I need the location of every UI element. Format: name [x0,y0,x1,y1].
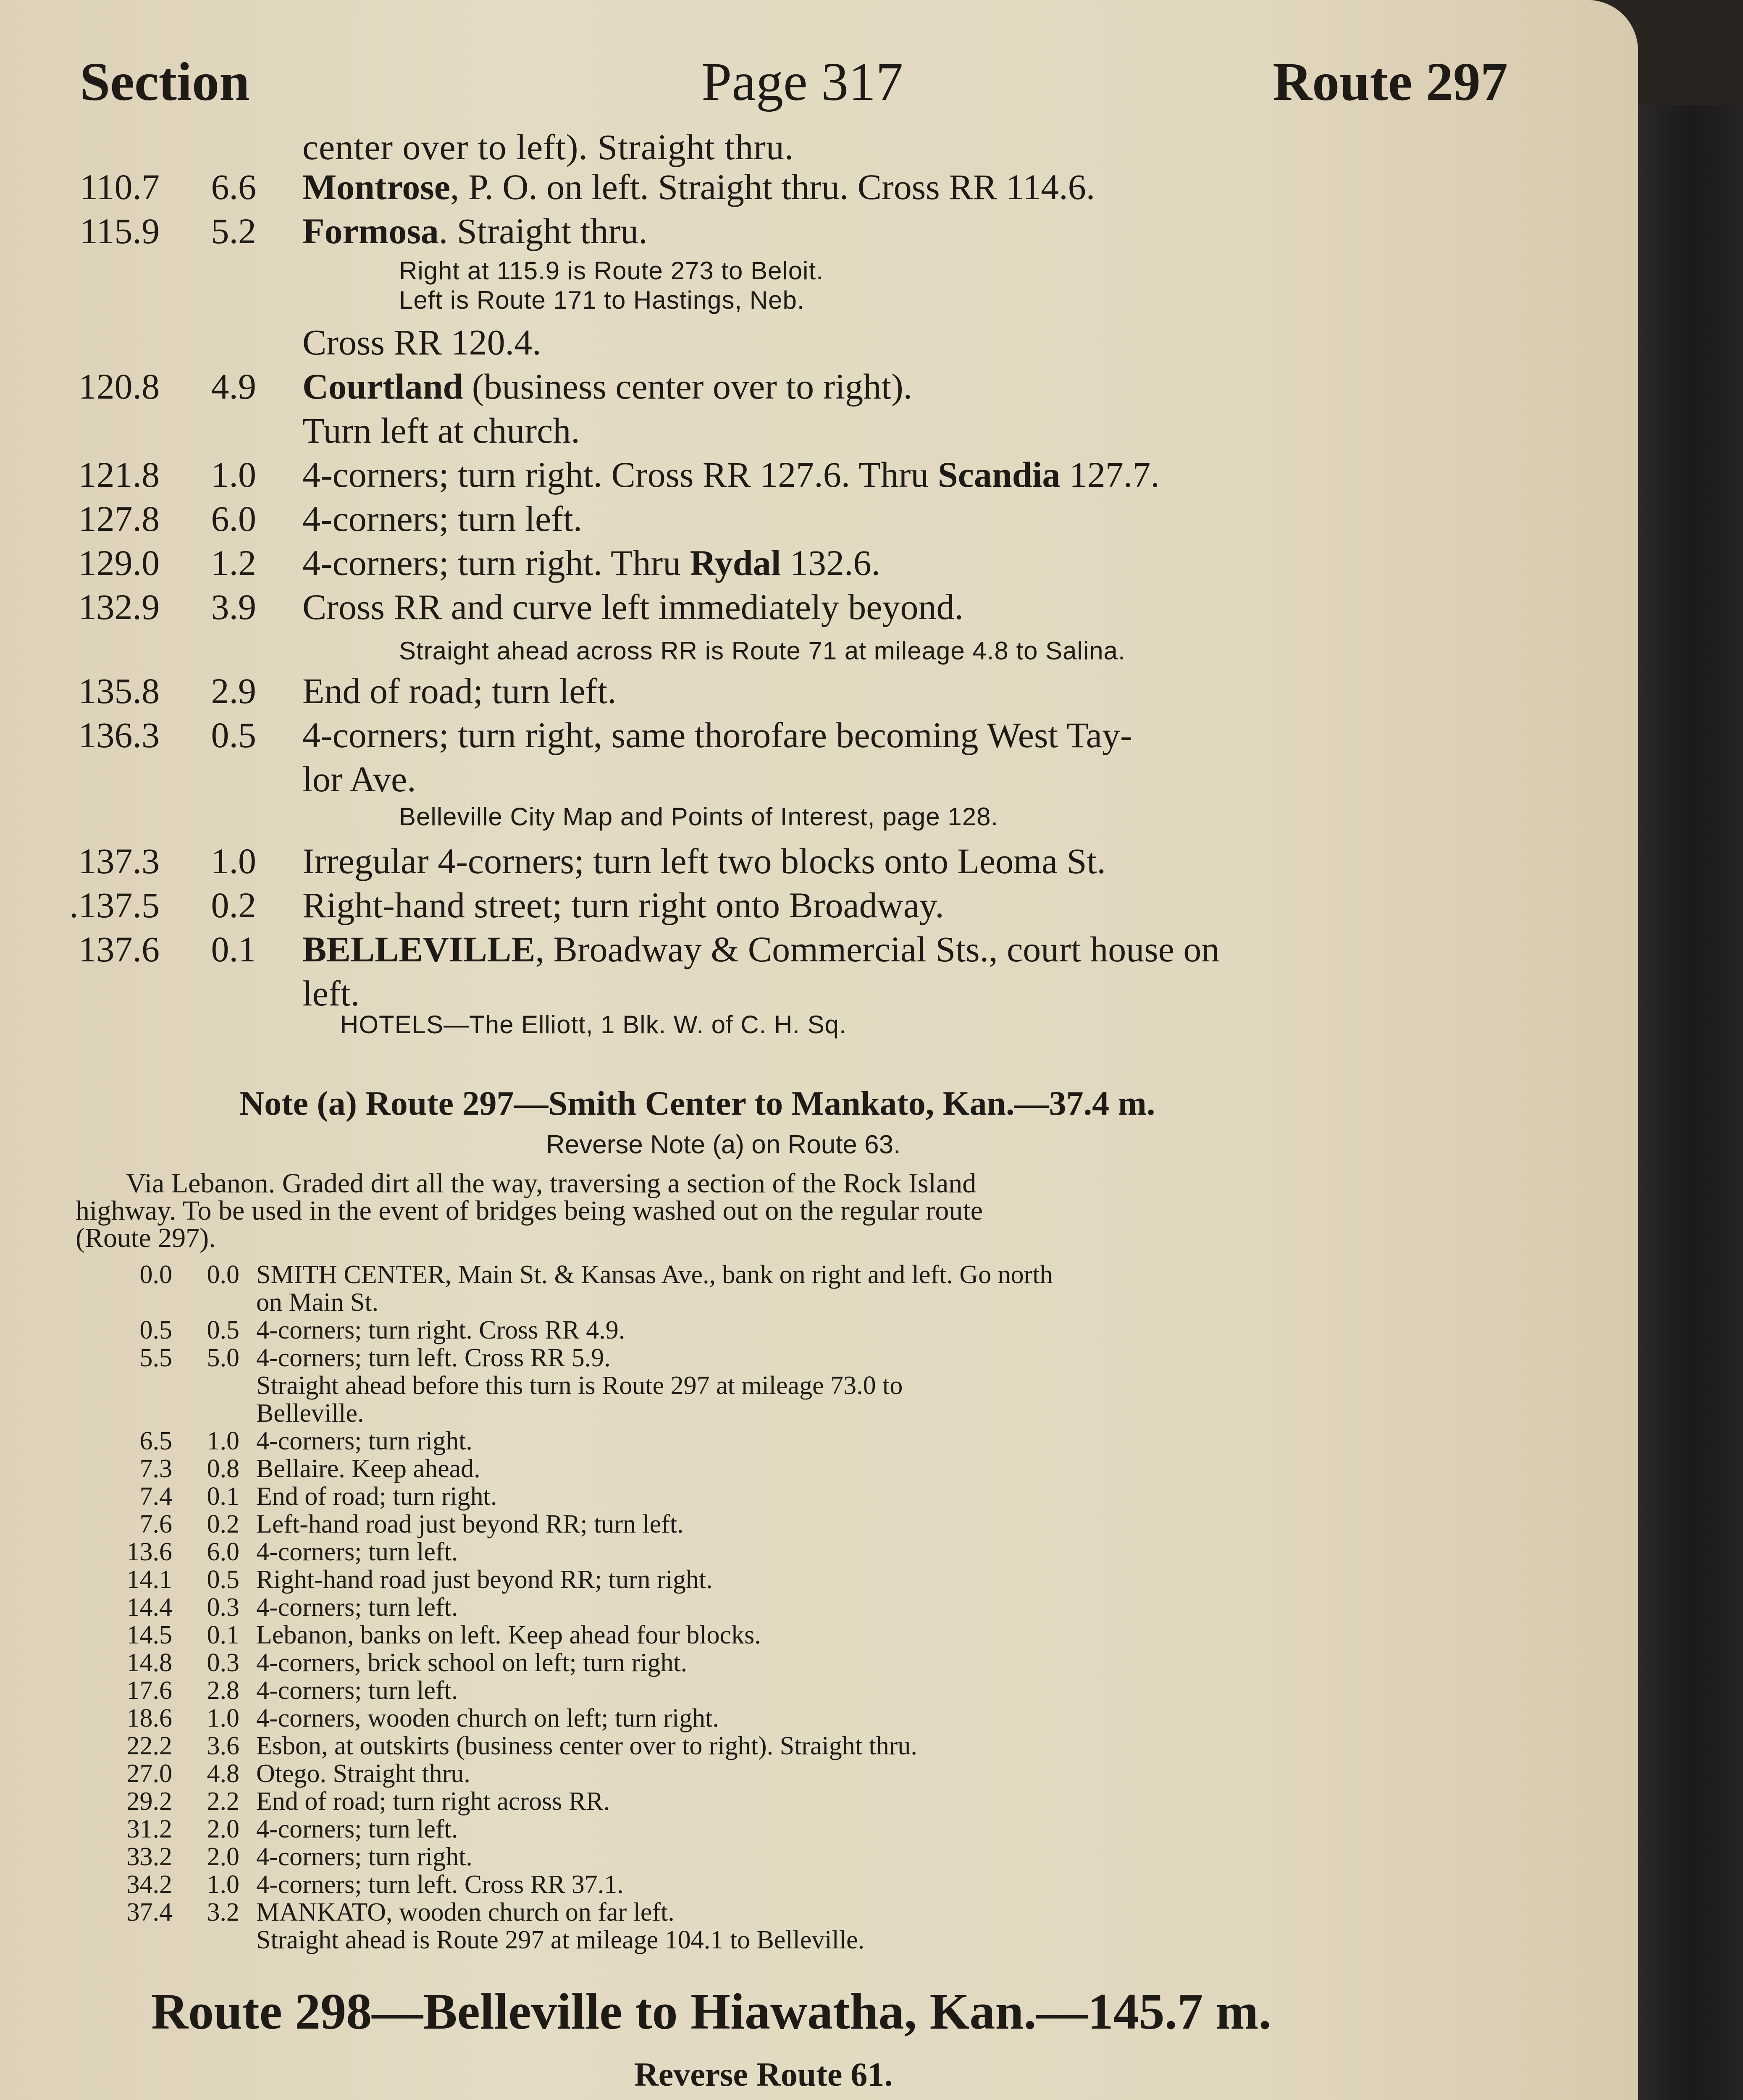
segment-distance: 0.5 [207,1565,239,1594]
note-direction: MANKATO, wooden church on far left. [256,1898,675,1927]
hotels-note: HOTELS—The Elliott, 1 Blk. W. of C. H. Sq. [340,1011,847,1039]
note-direction: Bellaire. Keep ahead. [256,1454,480,1483]
total-mileage: 33.2 [126,1843,172,1871]
note-direction: 4-corners; turn left. [256,1676,458,1705]
route-row [63,498,1554,540]
segment-distance: 0.1 [211,929,256,969]
route-direction: 4-corners; turn right, same thorofare becoming West Tay- [302,715,1132,755]
total-mileage: 121.8 [78,454,160,495]
segment-distance: 0.1 [207,1621,239,1649]
total-mileage: 14.8 [126,1648,172,1677]
route-direction: Formosa. Straight thru. [302,211,648,251]
total-mileage: 22.2 [126,1732,172,1760]
route-direction: Right-hand street; turn right onto Broadway. [302,885,944,925]
total-mileage: 132.9 [78,587,160,627]
total-mileage: 7.6 [139,1510,172,1538]
segment-distance: 1.0 [207,1870,239,1899]
note-city-map: Belleville City Map and Points of Interest, page 128. [399,803,999,831]
note-direction: Left-hand road just beyond RR; turn left. [256,1510,684,1538]
total-mileage: 17.6 [126,1676,172,1705]
segment-distance: 3.6 [207,1732,239,1760]
total-mileage: 0.5 [139,1316,172,1344]
route-direction: Cross RR 120.4. [302,322,541,362]
segment-distance: 0.2 [207,1510,239,1538]
segment-distance: 0.3 [207,1648,239,1677]
book-spine [1638,105,1743,2100]
note-direction: Straight ahead is Route 297 at mileage 104.1 to Belleville. [256,1926,865,1954]
total-mileage: 31.2 [126,1815,172,1843]
total-mileage: 13.6 [126,1538,172,1566]
total-mileage: 14.5 [126,1621,172,1649]
segment-distance: 0.0 [207,1260,239,1289]
route-row [63,454,1554,496]
segment-distance: 2.0 [207,1843,239,1871]
note-direction: Esbon, at outskirts (business center over to right). Straight thru. [256,1732,917,1760]
note-hastings: Left is Route 171 to Hastings, Neb. [399,286,805,314]
segment-distance: 4.9 [211,366,256,407]
segment-distance: 1.0 [211,841,256,881]
total-mileage: 120.8 [78,366,160,407]
route-row [63,928,1554,970]
route-row [63,972,1554,1014]
note-direction: 4-corners, brick school on left; turn right. [256,1648,688,1677]
note-direction: 4-corners; turn left. Cross RR 5.9. [256,1344,611,1372]
route-direction: Courtland (business center over to right). [302,366,913,407]
segment-distance: 3.2 [207,1898,239,1927]
total-mileage: 18.6 [126,1704,172,1732]
segment-distance: 2.0 [207,1815,239,1843]
note-direction: Belleville. [256,1399,364,1428]
route-row [63,166,1554,208]
segment-distance: 5.0 [207,1344,239,1372]
total-mileage: 5.5 [139,1344,172,1372]
segment-distance: 0.5 [211,715,256,755]
note-direction: 4-corners; turn right. Cross RR 4.9. [256,1316,625,1344]
total-mileage: 0.0 [139,1260,172,1289]
route-direction: Montrose, P. O. on left. Straight thru. Cross RR 114.6. [302,167,1095,207]
segment-distance: 0.2 [211,885,256,925]
note-salina: Straight ahead across RR is Route 71 at mileage 4.8 to Salina. [399,637,1126,665]
total-mileage: 127.8 [78,499,160,539]
route-direction: Turn left at church. [302,410,580,451]
note-direction: 4-corners; turn left. Cross RR 37.1. [256,1870,624,1899]
route-direction: 4-corners; turn right. Thru Rydal 132.6. [302,543,881,583]
segment-distance: 6.0 [207,1538,239,1566]
page-number: Page 317 [701,52,903,112]
total-mileage: 137.6 [78,929,160,969]
segment-distance: 5.2 [211,211,256,251]
segment-distance: 4.8 [207,1759,239,1788]
segment-distance: 6.0 [211,499,256,539]
note-direction: End of road; turn right. [256,1482,497,1511]
total-mileage: 115.9 [79,211,160,251]
route-direction: left. [302,973,360,1013]
note-direction: on Main St. [256,1288,379,1317]
section-label: Section [80,52,250,112]
total-mileage: 136.3 [78,715,160,755]
note-direction: 4-corners; turn right. [256,1427,472,1455]
total-mileage: 7.4 [139,1482,172,1511]
total-mileage: 34.2 [126,1870,172,1899]
total-mileage: 137.3 [78,841,160,881]
note-a-title: Note (a) Route 297—Smith Center to Mankato, Kan.—37.4 m. [239,1084,1155,1122]
total-mileage: 129.0 [78,543,160,583]
note-direction: 4-corners; turn left. [256,1815,458,1843]
route-direction: 4-corners; turn right. Cross RR 127.6. Thru Scandia 127.7. [302,454,1160,495]
segment-distance: 3.9 [211,587,256,627]
note-direction: 4-corners; turn left. [256,1538,458,1566]
route-row [63,840,1554,882]
route-direction: BELLEVILLE, Broadway & Commercial Sts., court house on [302,929,1220,969]
note-direction: Otego. Straight thru. [256,1759,470,1788]
route-298-reverse: Reverse Route 61. [634,2056,893,2093]
total-mileage: 27.0 [126,1759,172,1788]
segment-distance: 1.0 [211,454,256,495]
note-direction: 4-corners; turn left. [256,1593,458,1622]
continuation-line: center over to left). Straight thru. [302,127,794,167]
total-mileage: 29.2 [126,1787,172,1816]
note-direction: SMITH CENTER, Main St. & Kansas Ave., bank on right and left. Go north [256,1260,1053,1289]
segment-distance: 2.9 [211,671,256,711]
route-number: Route 297 [1273,52,1508,112]
route-direction: Cross RR and curve left immediately beyond. [302,587,963,627]
route-298-title: Route 298—Belleville to Hiawatha, Kan.—145.7 m. [151,1983,1271,2040]
route-row [63,670,1554,712]
route-row [63,884,1554,926]
note-direction: Right-hand road just beyond RR; turn right. [256,1565,713,1594]
segment-distance: 6.6 [211,167,256,207]
total-mileage: 7.3 [139,1454,172,1483]
route-row [63,210,1554,252]
note-a-desc-3: (Route 297). [76,1223,216,1253]
total-mileage: 6.5 [139,1427,172,1455]
note-beloit: Right at 115.9 is Route 273 to Beloit. [399,257,824,285]
segment-distance: 0.5 [207,1316,239,1344]
segment-distance: 2.2 [207,1787,239,1816]
note-a-desc-1: Via Lebanon. Graded dirt all the way, traversing a section of the Rock Island [126,1168,976,1199]
note-direction: Lebanon, banks on left. Keep ahead four blocks. [256,1621,761,1649]
note-direction: 4-corners; turn right. [256,1843,472,1871]
segment-distance: 1.0 [207,1427,239,1455]
total-mileage: .137.5 [69,885,160,925]
total-mileage: 135.8 [78,671,160,711]
route-direction: 4-corners; turn left. [302,499,583,539]
segment-distance: 0.3 [207,1593,239,1622]
segment-distance: 0.8 [207,1454,239,1483]
route-row [63,758,1554,800]
segment-distance: 2.8 [207,1676,239,1705]
route-row [63,410,1554,452]
route-row [63,365,1554,407]
route-row [63,321,1554,363]
total-mileage: 37.4 [126,1898,172,1927]
total-mileage: 14.1 [126,1565,172,1594]
segment-distance: 1.2 [211,543,256,583]
total-mileage: 14.4 [126,1593,172,1622]
note-direction: End of road; turn right across RR. [256,1787,610,1816]
note-direction: Straight ahead before this turn is Route 297 at mileage 73.0 to [256,1371,903,1400]
note-direction: 4-corners, wooden church on left; turn right. [256,1704,719,1732]
note-a-reverse: Reverse Note (a) on Route 63. [546,1130,901,1159]
route-row [63,542,1554,584]
segment-distance: 1.0 [207,1704,239,1732]
total-mileage: 110.7 [79,167,160,207]
route-direction: End of road; turn left. [302,671,617,711]
route-direction: Irregular 4-corners; turn left two blocks onto Leoma St. [302,841,1106,881]
note-a-desc-2: highway. To be used in the event of bridges being washed out on the regular route [76,1195,983,1226]
route-direction: lor Ave. [302,759,416,799]
route-row [63,586,1554,628]
route-row [63,714,1554,756]
segment-distance: 0.1 [207,1482,239,1511]
page-header [80,29,1508,130]
